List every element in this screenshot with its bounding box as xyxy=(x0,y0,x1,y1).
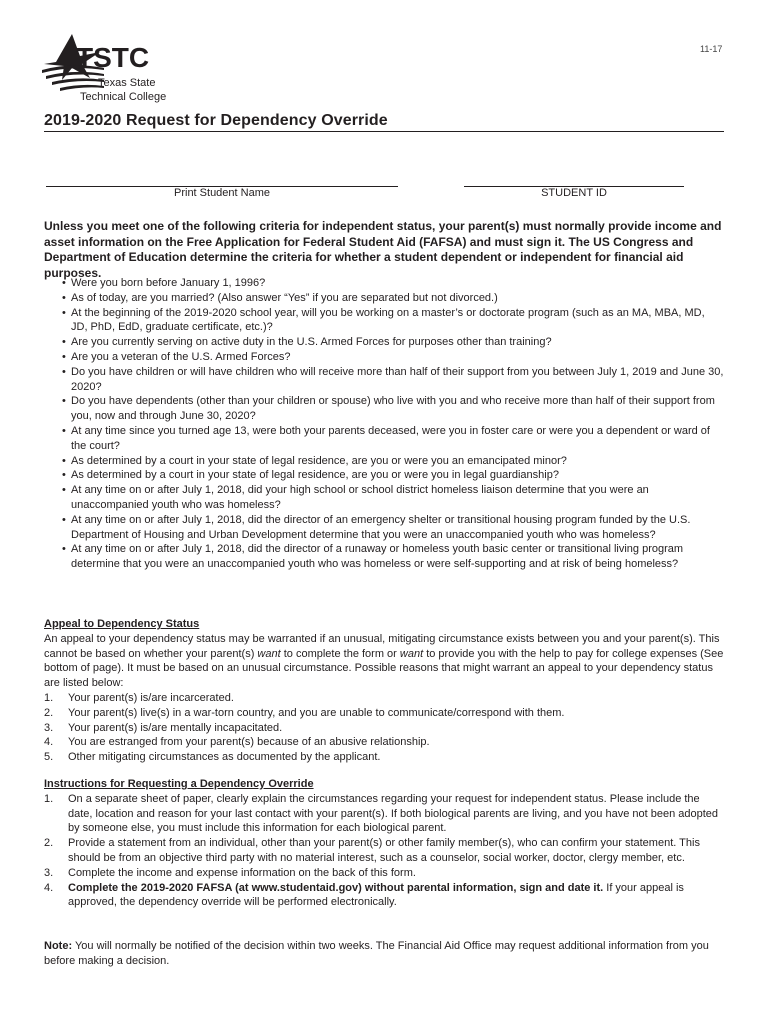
list-item: • Are you currently serving on active duty in the U.S. Armed Forces for purposes other than training? xyxy=(62,335,724,350)
student-id-label: STUDENT ID xyxy=(541,187,607,199)
title-divider xyxy=(44,131,724,132)
list-item: 1. On a separate sheet of paper, clearly explain the circumstances regarding your request for independent status. Please include the date, location and reason for your last contact with your parent(s). If both biological parents are living, and you have not been adopted by someone else, you must include this information for each biological parent. xyxy=(44,792,719,835)
list-item: 4. Complete the 2019-2020 FAFSA (at www.studentaid.gov) without parental information, sign and date it. If your appeal is approved, the dependency override will be performed electronically. xyxy=(44,881,684,909)
list-item: 3. Your parent(s) is/are mentally incapacitated. xyxy=(44,721,283,734)
list-item: • At the beginning of the 2019-2020 school year, will you be working on a master’s or doctorate program (such as an MA, MBA, MD, JD, PhD, EdD, graduate certificate, etc.)? xyxy=(62,306,724,336)
list-item: • As of today, are you married? (Also answer “Yes” if you are separated but not divorced.) xyxy=(62,291,724,306)
list-item: • As determined by a court in your state of legal residence, are you or were you in legal guardianship? xyxy=(62,468,724,483)
reasons-list xyxy=(44,691,724,765)
list-item: 2. Provide a statement from an individual, other than your parent(s) or other family member(s), who can confirm your statement. This should be from an objective third party with no material interest, such as a counselor, social worker, doctor, clergy member, etc. xyxy=(44,837,700,864)
list-item: • At any time since you turned age 13, were both your parents deceased, were you in foster care or were you a dependent or ward of the court? xyxy=(62,424,724,454)
list-item: 2. Your parent(s) live(s) in a war-torn country, and you are unable to communicate/correspond with them. xyxy=(44,706,565,719)
instructions-heading: Instructions for Requesting a Dependency Override xyxy=(44,778,314,790)
list-item: • At any time on or after July 1, 2018, did the director of a runaway or homeless youth basic center or transitional living program determine that you were an unaccompanied youth who was homeless or were self-supporting and at risk of being homeless? xyxy=(62,542,724,572)
appeal-section xyxy=(44,617,724,765)
logo-subtitle-1: Texas State xyxy=(98,77,156,89)
list-item: • Are you a veteran of the U.S. Armed Forces? xyxy=(62,350,724,365)
logo-wordmark: TSTC xyxy=(76,42,150,73)
tstc-logo xyxy=(42,34,202,106)
list-item: 3. Complete the income and expense information on the back of this form. xyxy=(44,866,416,879)
list-item: 4. You are estranged from your parent(s) because of an abusive relationship. xyxy=(44,736,430,749)
student-name-label: Print Student Name xyxy=(174,187,270,199)
intro-paragraph: Unless you meet one of the following criteria for independent status, your parent(s) must normally provide income and asset information on the Free Application for Federal Student Aid (FAFSA) and must sign it. The US Congress and Department of Education determine the criteria for whether a student dependent or independent for financial aid purposes. xyxy=(44,219,722,280)
list-item: • As determined by a court in your state of legal residence, are you or were you an emancipated minor? xyxy=(62,454,724,469)
list-item: • At any time on or after July 1, 2018, did your high school or school district homeless liaison determine that you were an unaccompanied youth who was homeless? xyxy=(62,483,724,513)
appeal-paragraph: An appeal to your dependency status may be warranted if an unusual, mitigating circumstance exists between you and your parent(s). This cannot be based on whether your parent(s) want to complete the form or want to provide you with the help to pay for college expenses (See bottom of page). It must be based on an unusual circumstance. Possible reasons that might warrant an appeal to your dependency status are listed below: xyxy=(44,632,724,690)
revision-code: 11-17 xyxy=(700,44,723,54)
list-item: • At any time on or after July 1, 2018, did the director of an emergency shelter or transitional housing program funded by the U.S. Department of Housing and Urban Development determine that you were an unaccompanied youth who was homeless? xyxy=(62,513,724,543)
instructions-list xyxy=(44,792,724,910)
page-title: 2019-2020 Request for Dependency Override xyxy=(44,112,388,129)
list-item: 5. Other mitigating circumstances as documented by the applicant. xyxy=(44,751,381,764)
appeal-heading: Appeal to Dependency Status xyxy=(44,618,200,630)
criteria-list xyxy=(62,276,724,572)
logo-subtitle-2: Technical College xyxy=(80,91,167,103)
note-paragraph: Note: You will normally be notified of the decision within two weeks. The Financial Aid Office may request additional information from you before making a decision. xyxy=(44,940,709,967)
list-item: • Were you born before January 1, 1996? xyxy=(62,276,724,291)
list-item: • Do you have dependents (other than your children or spouse) who live with you and who receive more than half of their support from you, now and through June 30, 2020? xyxy=(62,394,724,424)
instructions-section xyxy=(44,777,724,910)
list-item: 1. Your parent(s) is/are incarcerated. xyxy=(44,691,234,704)
list-item: • Do you have children or will have children who will receive more than half of their support from you between July 1, 2019 and June 30, 2020? xyxy=(62,365,724,395)
